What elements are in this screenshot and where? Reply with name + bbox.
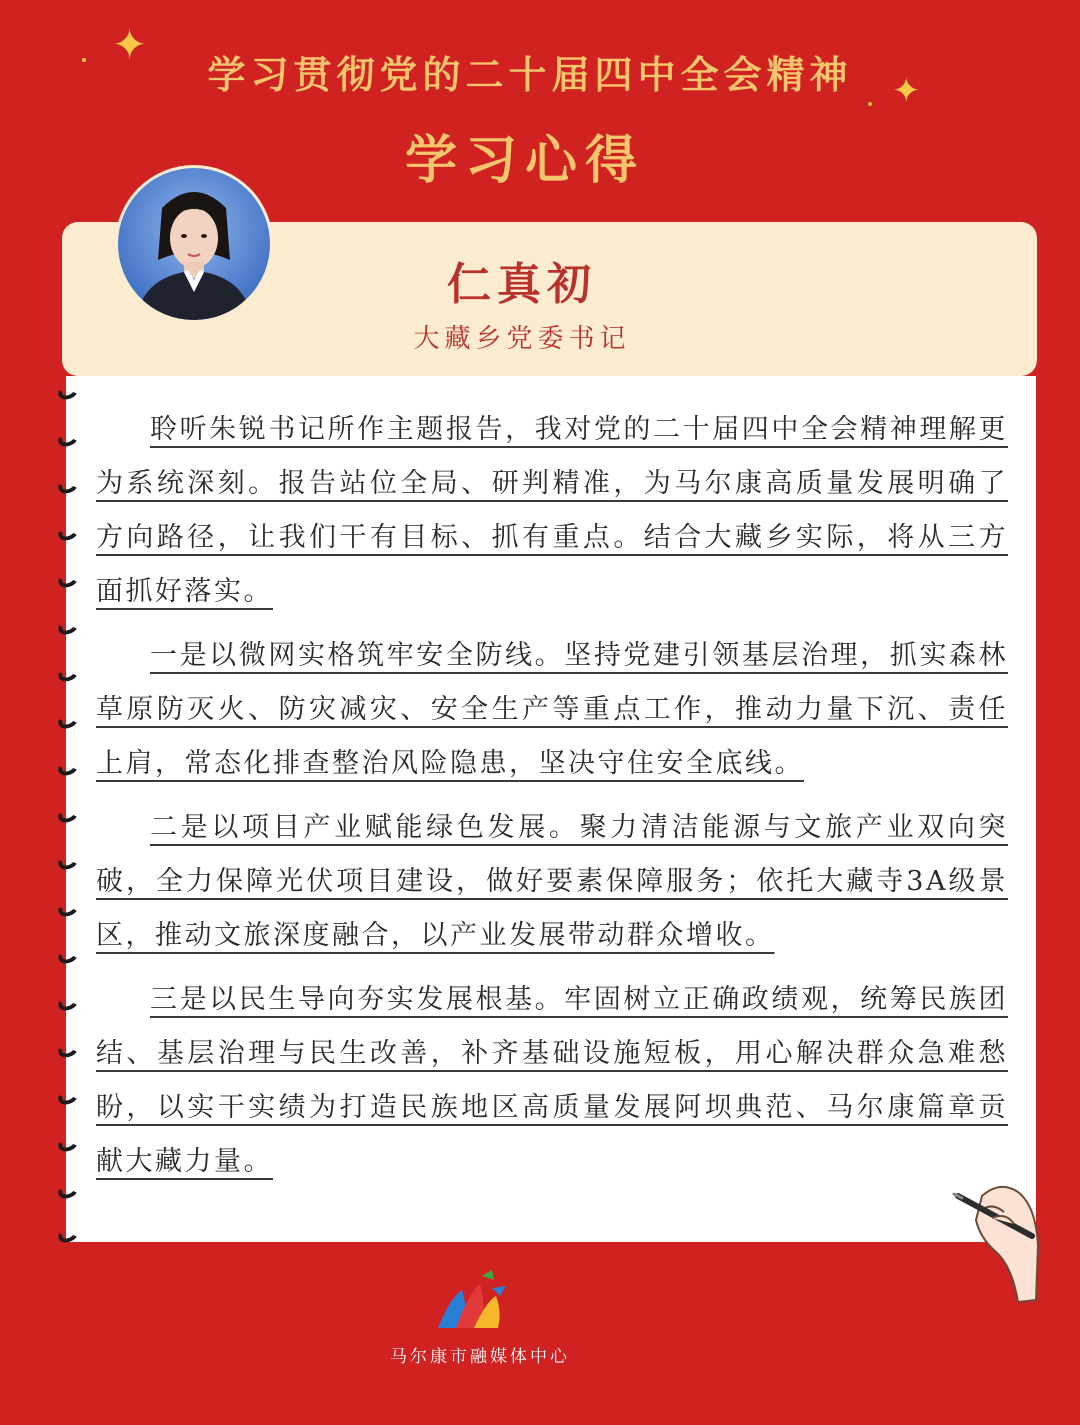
article-body xyxy=(96,403,1008,1199)
paragraph: 聆听朱锐书记所作主题报告，我对党的二十届四中全会精神理解更为系统深刻。报告站位全局、研判精准，为马尔康高质量发展明确了方向路径，让我们干有目标、抓有重点。结合大藏乡实际，将从三方面抓好落实。 xyxy=(96,414,1008,607)
person-position: 大藏乡党委书记 xyxy=(413,324,631,354)
sparkle-icon: ✦ xyxy=(892,71,921,111)
media-center-logo xyxy=(434,1268,510,1334)
paragraph: 二是以项目产业赋能绿色发展。聚力清洁能源与文旅产业双向突破，全力保障光伏项目建设，做好要素保障服务；依托大藏寺3A级景区，推动文旅深度融合，以产业发展带动群众增收。 xyxy=(96,812,1008,951)
sparkle-dot xyxy=(868,102,872,106)
footer-org: 马尔康市融媒体中心 xyxy=(390,1347,570,1367)
person-name: 仁真初 xyxy=(447,259,597,310)
hand-pen-icon xyxy=(952,1176,1052,1306)
paragraph: 一是以微网实格筑牢安全防线。坚持党建引领基层治理，抓实森林草原防灭火、防灾减灾、安全生产等重点工作，推动力量下沉、责任上肩，常态化排查整治风险隐患，坚决守住安全底线。 xyxy=(96,640,1008,779)
page-subtitle: 学习心得 xyxy=(404,130,645,191)
page-title: 学习贯彻党的二十届四中全会精神 xyxy=(207,52,853,97)
paragraph: 三是以民生导向夯实发展根基。牢固树立正确政绩观，统筹民族团结、基层治理与民生改善，补齐基础设施短板，用心解决群众急难愁盼，以实干实绩为打造民族地区高质量发展阿坝典范、马尔康篇章贡献大藏力量。 xyxy=(96,984,1008,1177)
sparkle-icon: ✦ xyxy=(112,20,148,69)
